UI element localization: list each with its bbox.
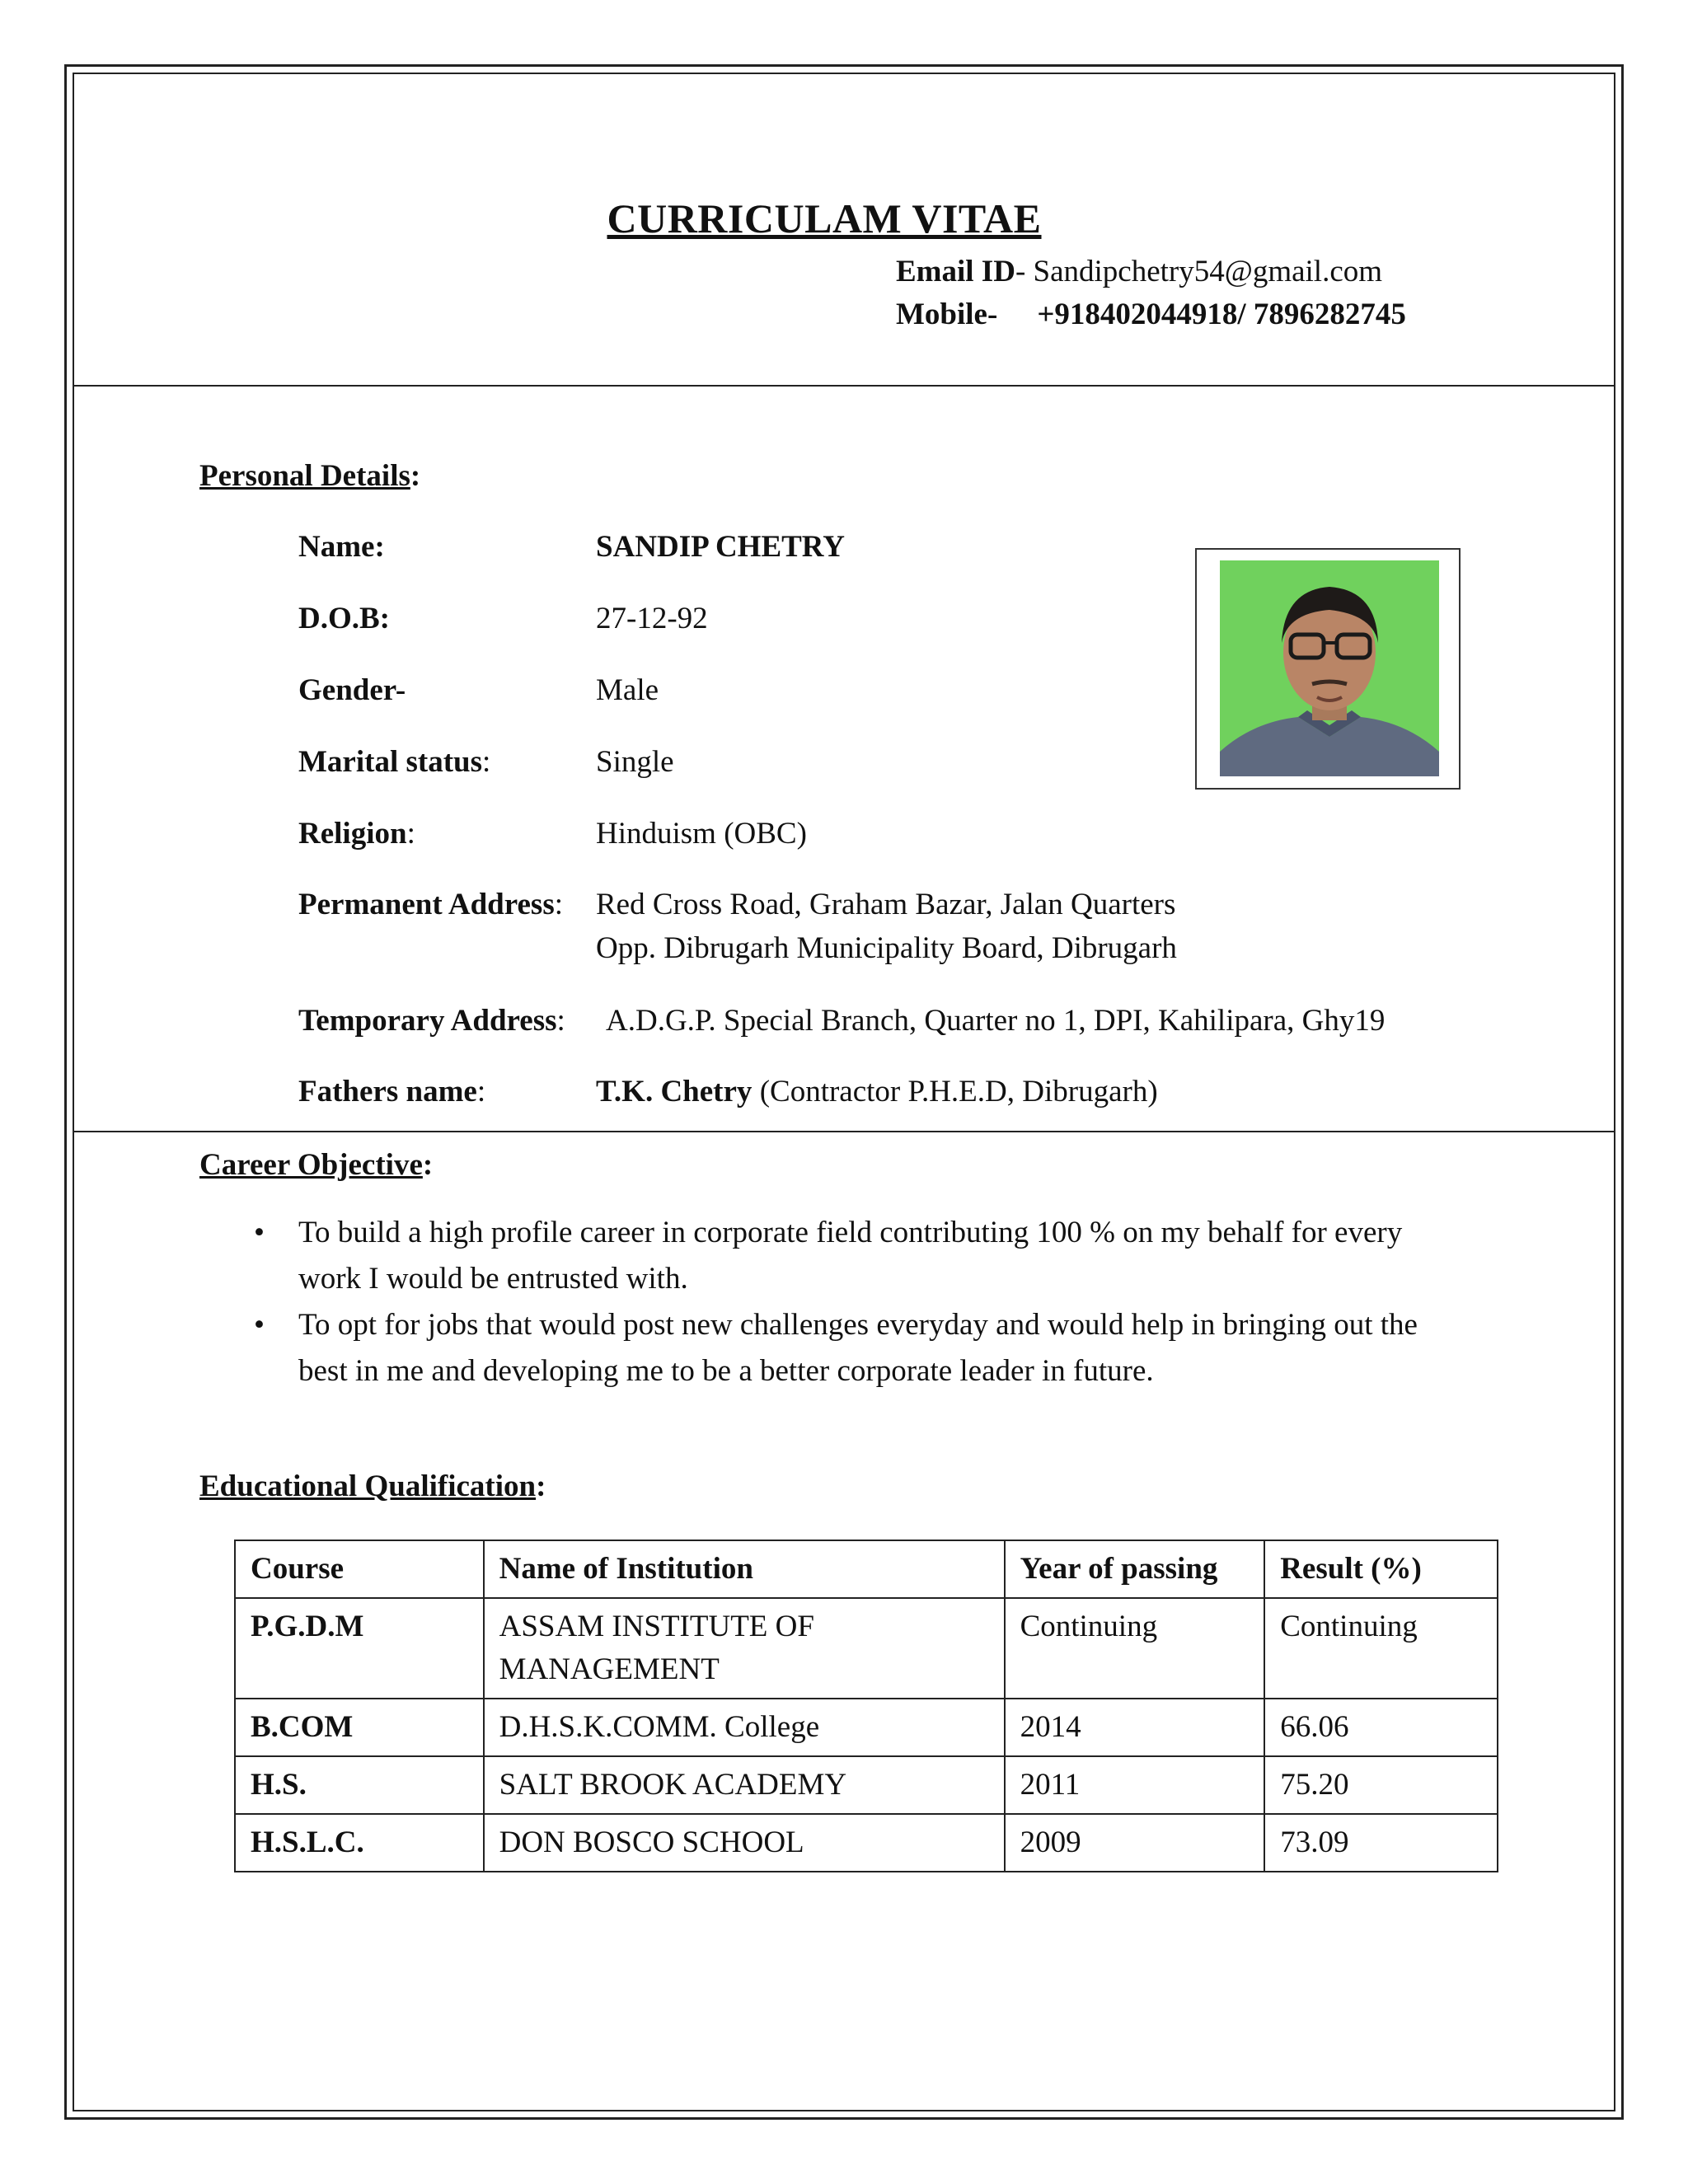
page-title: CURRICULAM VITAE <box>607 195 1042 241</box>
table-row <box>235 1814 1498 1872</box>
column-header: Result (%) <box>1264 1540 1498 1598</box>
table-cell: ASSAM INSTITUTE OF MANAGEMENT <box>484 1598 1005 1699</box>
table-cell: 66.06 <box>1264 1699 1498 1756</box>
marital-label: Marital status: <box>298 745 491 779</box>
section-divider <box>73 1131 1615 1132</box>
permanent-address-line2: Opp. Dibrugarh Municipality Board, Dibrugarh <box>596 931 1177 965</box>
email-separator: - <box>1015 255 1034 288</box>
dob-label: D.O.B: <box>298 602 390 635</box>
bullet-icon: • <box>254 1216 265 1249</box>
column-header: Name of Institution <box>484 1540 1005 1598</box>
email-line <box>896 254 1382 289</box>
mobile-line <box>896 297 1406 332</box>
table-cell: 2009 <box>1005 1814 1265 1872</box>
career-objective-heading: Career Objective: <box>199 1148 434 1182</box>
fathers-name-value: T.K. Chetry (Contractor P.H.E.D, Dibrugarh) <box>596 1075 1158 1108</box>
table-cell: P.G.D.M <box>235 1598 484 1699</box>
religion-label: Religion: <box>298 817 415 851</box>
header-divider <box>73 385 1615 387</box>
name-label: Name: <box>298 530 385 564</box>
mobile-label: Mobile- <box>896 298 998 331</box>
education-table <box>234 1540 1498 1872</box>
temporary-address-label: Temporary Address: <box>298 1004 565 1038</box>
table-cell: Continuing <box>1264 1598 1498 1699</box>
table-cell: 2011 <box>1005 1756 1265 1814</box>
religion-value: Hinduism (OBC) <box>596 817 807 851</box>
mobile-value: +918402044918/ 7896282745 <box>1037 298 1406 331</box>
profile-photo-image <box>1220 560 1439 776</box>
table-cell: 73.09 <box>1264 1814 1498 1872</box>
marital-value: Single <box>596 745 674 779</box>
career-objective-list <box>254 1210 1469 1394</box>
table-cell: B.COM <box>235 1699 484 1756</box>
column-header: Year of passing <box>1005 1540 1265 1598</box>
table-row <box>235 1598 1498 1699</box>
list-item: • To opt for jobs that would post new challenges everyday and would help in bringing out the best in me and developing me to be a better corporate leader in future. <box>298 1302 1469 1394</box>
table-cell: SALT BROOK ACADEMY <box>484 1756 1005 1814</box>
table-cell: D.H.S.K.COMM. College <box>484 1699 1005 1756</box>
table-cell: 75.20 <box>1264 1756 1498 1814</box>
name-value: SANDIP CHETRY <box>596 530 845 564</box>
table-row <box>235 1756 1498 1814</box>
list-item: • To build a high profile career in corporate field contributing 100 % on my behalf for every work I would be entrusted with. <box>298 1210 1469 1302</box>
gender-value: Male <box>596 673 659 707</box>
educational-qualification-heading: Educational Qualification: <box>199 1469 546 1503</box>
table-cell: H.S.L.C. <box>235 1814 484 1872</box>
permanent-address-label: Permanent Address: <box>298 888 564 921</box>
temporary-address-value: A.D.G.P. Special Branch, Quarter no 1, DPI, Kahilipara, Ghy19 <box>606 1004 1386 1038</box>
dob-value: 27-12-92 <box>596 602 708 635</box>
table-row <box>235 1699 1498 1756</box>
permanent-address-line1: Red Cross Road, Graham Bazar, Jalan Quarters <box>596 888 1176 921</box>
table-header-row <box>235 1540 1498 1598</box>
email-label: Email ID <box>896 255 1015 288</box>
profile-photo <box>1220 560 1439 776</box>
table-cell: 2014 <box>1005 1699 1265 1756</box>
fathers-name-label: Fathers name: <box>298 1075 486 1108</box>
table-cell: H.S. <box>235 1756 484 1814</box>
bullet-icon: • <box>254 1308 265 1342</box>
table-cell: DON BOSCO SCHOOL <box>484 1814 1005 1872</box>
column-header: Course <box>235 1540 484 1598</box>
gender-label: Gender- <box>298 673 406 707</box>
table-cell: Continuing <box>1005 1598 1265 1699</box>
personal-details-heading: Personal Details: <box>199 459 421 493</box>
email-value: Sandipchetry54@gmail.com <box>1033 255 1383 288</box>
